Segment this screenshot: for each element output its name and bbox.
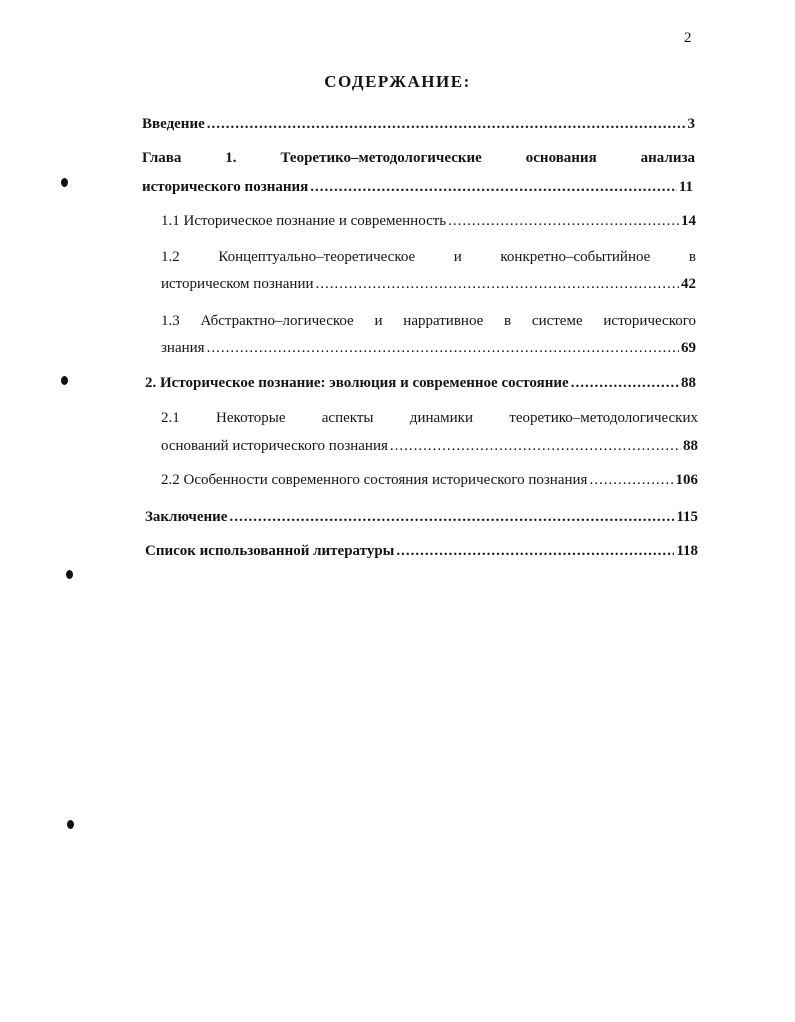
leader-dots [448, 211, 679, 231]
toc-entry-label: 2.2 Особенности современного состояния исторического познания [161, 472, 588, 488]
toc-entry-label: знания [161, 340, 205, 356]
toc-entry-line-2 [161, 274, 696, 294]
toc-entry-label: оснований исторического познания [161, 438, 388, 454]
toc-page-number: 69 [681, 340, 696, 356]
toc-entry-line-2 [142, 177, 693, 197]
leader-dots [571, 373, 679, 393]
toc-entry-label-line-1: 1.3 Абстрактно–логическое и нарративное в системе исторического [161, 313, 696, 329]
leader-dots [316, 274, 679, 294]
scan-speck [66, 570, 73, 579]
toc-page-number: 11 [678, 179, 693, 195]
toc-entry-line-2 [161, 436, 698, 456]
toc-page-number: 115 [676, 509, 698, 525]
toc-entry-introduction [142, 114, 695, 134]
scan-speck [67, 820, 74, 829]
toc-entry-label: 1.1 Историческое познание и современность [161, 213, 447, 229]
leader-dots [310, 177, 677, 197]
toc-entry-chapter-2 [145, 373, 696, 393]
toc-entry-label: Заключение [145, 509, 228, 525]
toc-entry-label: историческом познании [161, 276, 314, 292]
leader-dots [396, 541, 674, 561]
leader-dots [390, 436, 681, 456]
page-number: 2 [684, 30, 692, 46]
toc-entry-section-1-1 [161, 211, 696, 231]
toc-page-number: 3 [687, 116, 695, 132]
toc-entry-label-line-1: 2.1 Некоторые аспекты динамики теоретико–методологических [161, 410, 698, 426]
page-title: СОДЕРЖАНИЕ: [324, 72, 471, 91]
toc-entry-label: исторического познания [142, 179, 309, 195]
leader-dots [207, 338, 679, 358]
scan-speck [61, 178, 68, 187]
leader-dots [207, 114, 686, 134]
toc-entry-label: 2. Историческое познание: эволюция и современное состояние [145, 375, 569, 391]
toc-entry-section-2-2 [161, 470, 698, 490]
toc-page-number: 118 [676, 543, 698, 559]
toc-entry-bibliography [145, 541, 698, 561]
toc-page-number: 14 [681, 213, 696, 229]
leader-dots [229, 507, 674, 527]
toc-entry-conclusion [145, 507, 698, 527]
toc-entry-label-line-1: 1.2 Концептуально–теоретическое и конкретно–событийное в [161, 249, 696, 265]
toc-entry-label: Введение [142, 116, 205, 132]
scan-speck [61, 376, 68, 385]
leader-dots [589, 470, 673, 490]
toc-page-number: 88 [681, 375, 696, 391]
toc-entry-label: Список использованной литературы [145, 543, 395, 559]
toc-page-number: 88 [683, 438, 698, 454]
toc-entry-line-2 [161, 338, 696, 358]
toc-page-number: 42 [681, 276, 696, 292]
toc-page-number: 106 [675, 472, 698, 488]
toc-entry-label-line-1: Глава 1. Теоретико–методологические основания анализа [142, 150, 695, 166]
